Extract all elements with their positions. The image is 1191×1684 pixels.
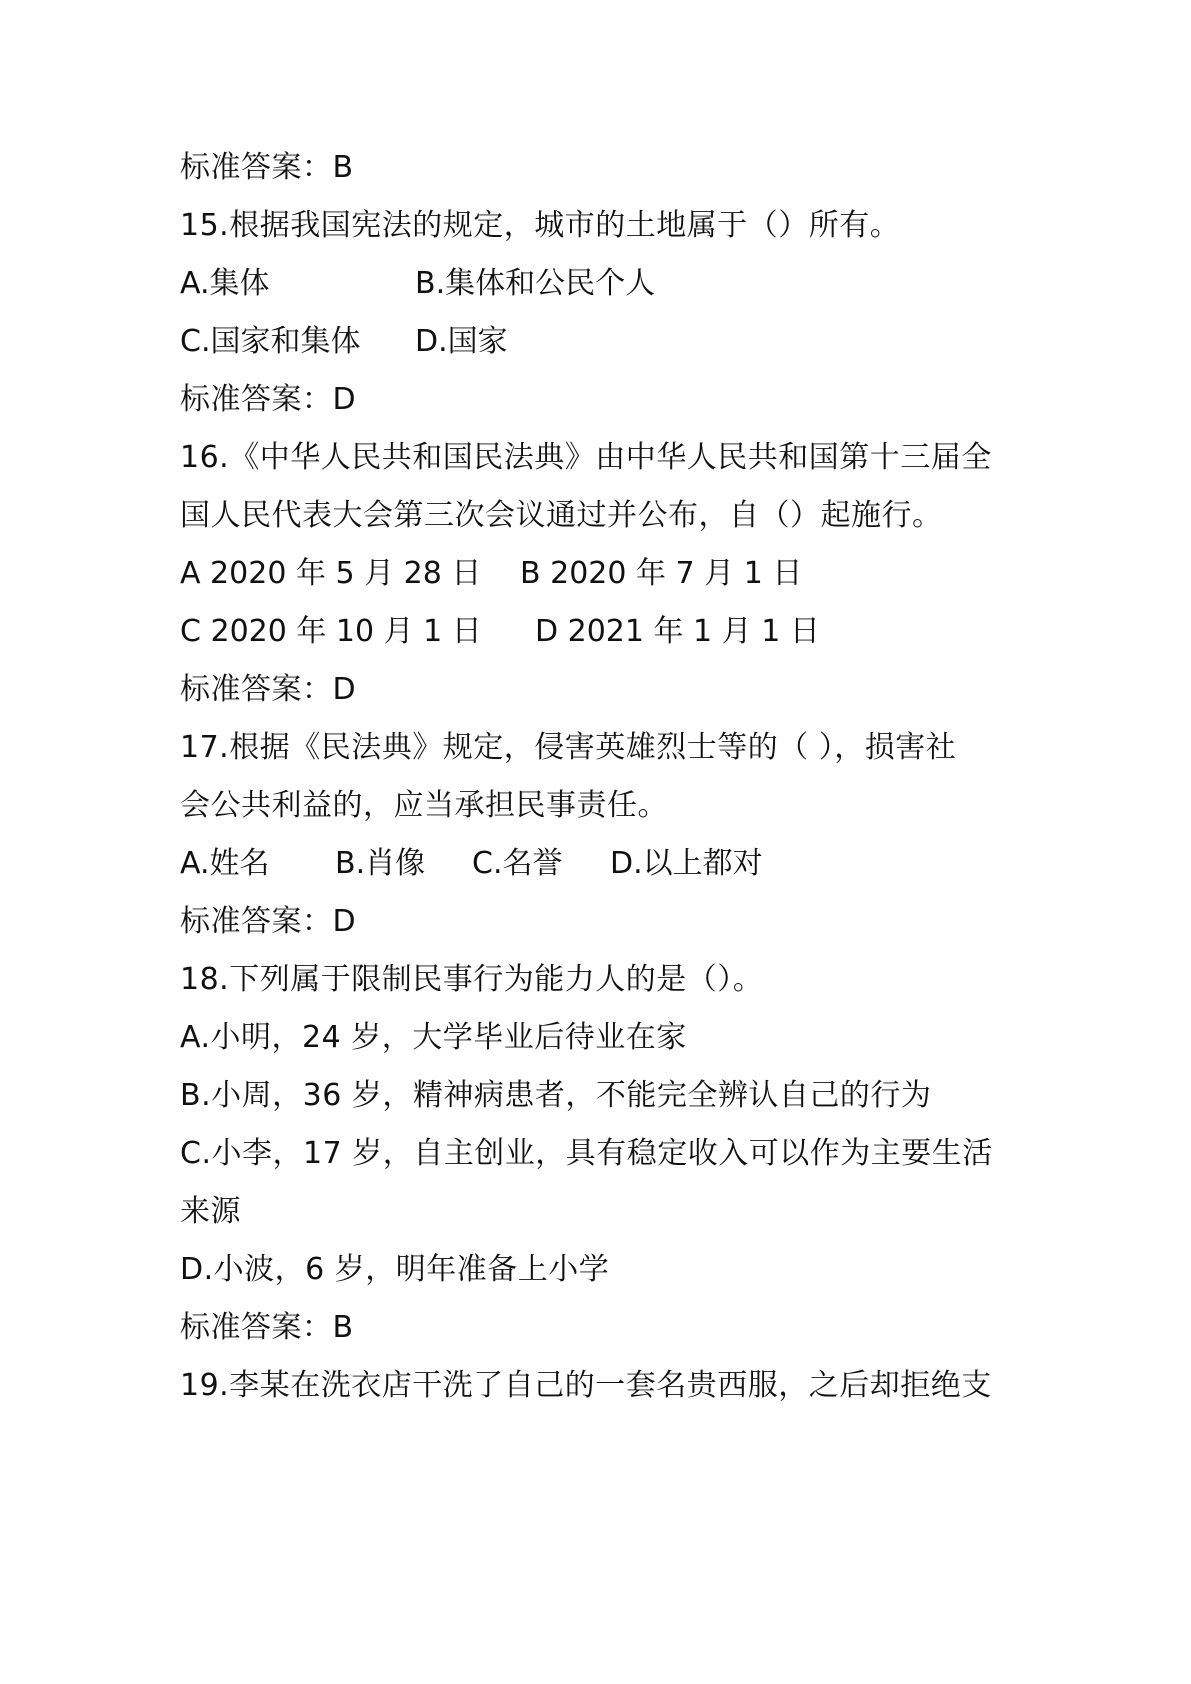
question-16-line-1: 16.《中华人民共和国民法典》由中华人民共和国第十三届全: [180, 440, 992, 475]
option-b: B.集体和公民个人: [415, 266, 656, 301]
option-c: C.国家和集体: [180, 324, 361, 359]
answer-line: 标准答案：B: [180, 1310, 354, 1345]
option-d: D.以上都对: [610, 846, 763, 881]
option-b: B 2020 年 7 月 1 日: [520, 556, 803, 591]
option-b: B.肖像: [335, 846, 426, 881]
question-16-line-2: 国人民代表大会第三次会议通过并公布，自（）起施行。: [180, 498, 943, 533]
option-a: A 2020 年 5 月 28 日: [180, 556, 482, 591]
question-17-line-2: 会公共利益的，应当承担民事责任。: [180, 788, 668, 823]
option-d: D.国家: [415, 324, 508, 359]
option-b: B.小周，36 岁，精神病患者，不能完全辨认自己的行为: [180, 1078, 932, 1113]
option-c: C 2020 年 10 月 1 日: [180, 614, 482, 649]
question-15: 15.根据我国宪法的规定，城市的土地属于（）所有。: [180, 208, 901, 243]
answer-line: 标准答案：D: [180, 672, 357, 707]
option-c-line-1: C.小李，17 岁，自主创业，具有稳定收入可以作为主要生活: [180, 1136, 993, 1171]
option-a: A.集体: [180, 266, 270, 301]
question-19-line-1: 19.李某在洗衣店干洗了自己的一套名贵西服，之后却拒绝支: [180, 1368, 992, 1403]
option-d: D 2021 年 1 月 1 日: [535, 614, 820, 649]
answer-line: 标准答案：B: [180, 150, 354, 185]
answer-line: 标准答案：D: [180, 904, 357, 939]
option-c-line-2: 来源: [180, 1194, 241, 1229]
answer-line: 标准答案：D: [180, 382, 357, 417]
question-17-line-1: 17.根据《民法典》规定，侵害英雄烈士等的（ ），损害社: [180, 730, 957, 765]
option-c: C.名誉: [472, 846, 563, 881]
question-18: 18.下列属于限制民事行为能力人的是（）。: [180, 962, 764, 997]
option-a: A.姓名: [180, 846, 270, 881]
option-d: D.小波，6 岁，明年准备上小学: [180, 1252, 610, 1287]
option-a: A.小明，24 岁，大学毕业后待业在家: [180, 1020, 687, 1055]
